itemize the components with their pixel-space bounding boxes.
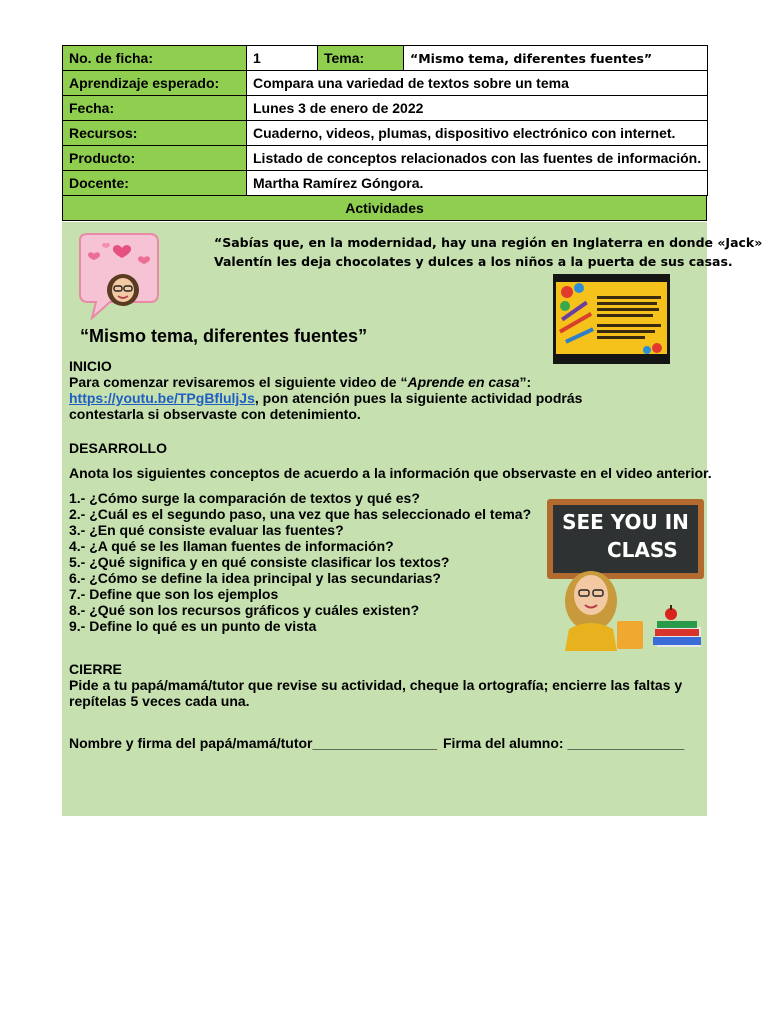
table-row bbox=[63, 121, 708, 146]
list-item: 1.- ¿Cómo surge la comparación de textos y qué es? bbox=[69, 490, 420, 506]
recursos-value: Cuaderno, videos, plumas, dispositivo electrónico con internet. bbox=[247, 121, 708, 146]
inicio-italic: Aprende en casa bbox=[407, 374, 520, 390]
list-item: 4.- ¿A qué se les llaman fuentes de información? bbox=[69, 538, 394, 554]
cierre-line-2: repítelas 5 veces cada una. bbox=[69, 693, 250, 709]
aprendizaje-value: Compara una variedad de textos sobre un tema bbox=[247, 71, 708, 96]
docente-value: Martha Ramírez Góngora. bbox=[247, 171, 708, 196]
activities-header: Actividades bbox=[62, 196, 707, 221]
video-link[interactable]: https://youtu.be/TPgBfluljJs bbox=[69, 390, 255, 406]
fact-line-2: Valentín les deja chocolates y dulces a los niños a la puerta de sus casas. bbox=[214, 254, 733, 269]
docente-label: Docente: bbox=[63, 171, 247, 196]
inicio-text-start: Para comenzar revisaremos el siguiente video de “ bbox=[69, 374, 408, 390]
tema-label: Tema: bbox=[318, 46, 404, 71]
inicio-text-end: ”: bbox=[519, 374, 532, 390]
inicio-after-link: , pon atención pues la siguiente actividad podrás bbox=[254, 390, 583, 406]
inicio-section bbox=[69, 358, 589, 422]
cierre-heading: CIERRE bbox=[69, 661, 122, 677]
ficha-label: No. de ficha: bbox=[63, 46, 247, 71]
table-row bbox=[63, 146, 708, 171]
table-row bbox=[63, 171, 708, 196]
worksheet bbox=[62, 45, 707, 221]
fecha-label: Fecha: bbox=[63, 96, 247, 121]
inicio-heading: INICIO bbox=[69, 358, 112, 374]
table-row bbox=[63, 46, 708, 71]
questions-list bbox=[69, 490, 531, 634]
cierre-section bbox=[69, 661, 699, 709]
producto-label: Producto: bbox=[63, 146, 247, 171]
student-signature-line: Firma del alumno: _______________ bbox=[443, 735, 685, 751]
recursos-label: Recursos: bbox=[63, 121, 247, 146]
list-item: 6.- ¿Cómo se define la idea principal y las secundarias? bbox=[69, 570, 441, 586]
list-item: 9.- Define lo qué es un punto de vista bbox=[69, 618, 317, 634]
producto-value: Listado de conceptos relacionados con las fuentes de información. bbox=[247, 146, 708, 171]
inicio-line-3: contestarla si observaste con detenimiento. bbox=[69, 406, 361, 422]
chalkboard-line-2: CLASS bbox=[607, 538, 678, 562]
tema-value: “Mismo tema, diferentes fuentes” bbox=[404, 46, 708, 71]
list-item: 8.- ¿Qué son los recursos gráficos y cuáles existen? bbox=[69, 602, 420, 618]
fecha-value: Lunes 3 de enero de 2022 bbox=[247, 96, 708, 121]
table-row bbox=[63, 71, 708, 96]
info-table bbox=[62, 45, 708, 196]
page-title: “Mismo tema, diferentes fuentes” bbox=[80, 326, 368, 346]
inicio-line-1 bbox=[69, 374, 589, 390]
cierre-line-1: Pide a tu papá/mamá/tutor que revise su actividad, cheque la ortografía; encierre las faltas y bbox=[69, 677, 683, 693]
chalkboard-image bbox=[547, 499, 704, 651]
list-item: 5.- ¿Qué significa y en qué consiste clasificar los textos? bbox=[69, 554, 450, 570]
fact-line-1: “Sabías que, en la modernidad, hay una región en Inglaterra en donde «Jack» bbox=[214, 235, 763, 250]
list-item: 3.- ¿En qué consiste evaluar las fuentes? bbox=[69, 522, 344, 538]
aprendizaje-label: Aprendizaje esperado: bbox=[63, 71, 247, 96]
desarrollo-intro: Anota los siguientes conceptos de acuerdo a la información que observaste en el video anterior. bbox=[69, 465, 712, 481]
table-row bbox=[63, 96, 708, 121]
ficha-value: 1 bbox=[247, 46, 318, 71]
avatar-bubble-image bbox=[70, 232, 162, 320]
inicio-line-2 bbox=[69, 390, 589, 406]
desarrollo-heading: DESARROLLO bbox=[69, 440, 167, 456]
list-item: 2.- ¿Cuál es el segundo paso, una vez que has seleccionado el tema? bbox=[69, 506, 532, 522]
parent-signature-line: Nombre y firma del papá/mamá/tutor________________ bbox=[69, 735, 438, 751]
list-item: 7.- Define que son los ejemplos bbox=[69, 586, 279, 602]
art-supplies-image bbox=[553, 274, 670, 364]
chalkboard-line-1: SEE YOU IN bbox=[562, 510, 689, 534]
fact-text bbox=[214, 233, 763, 271]
